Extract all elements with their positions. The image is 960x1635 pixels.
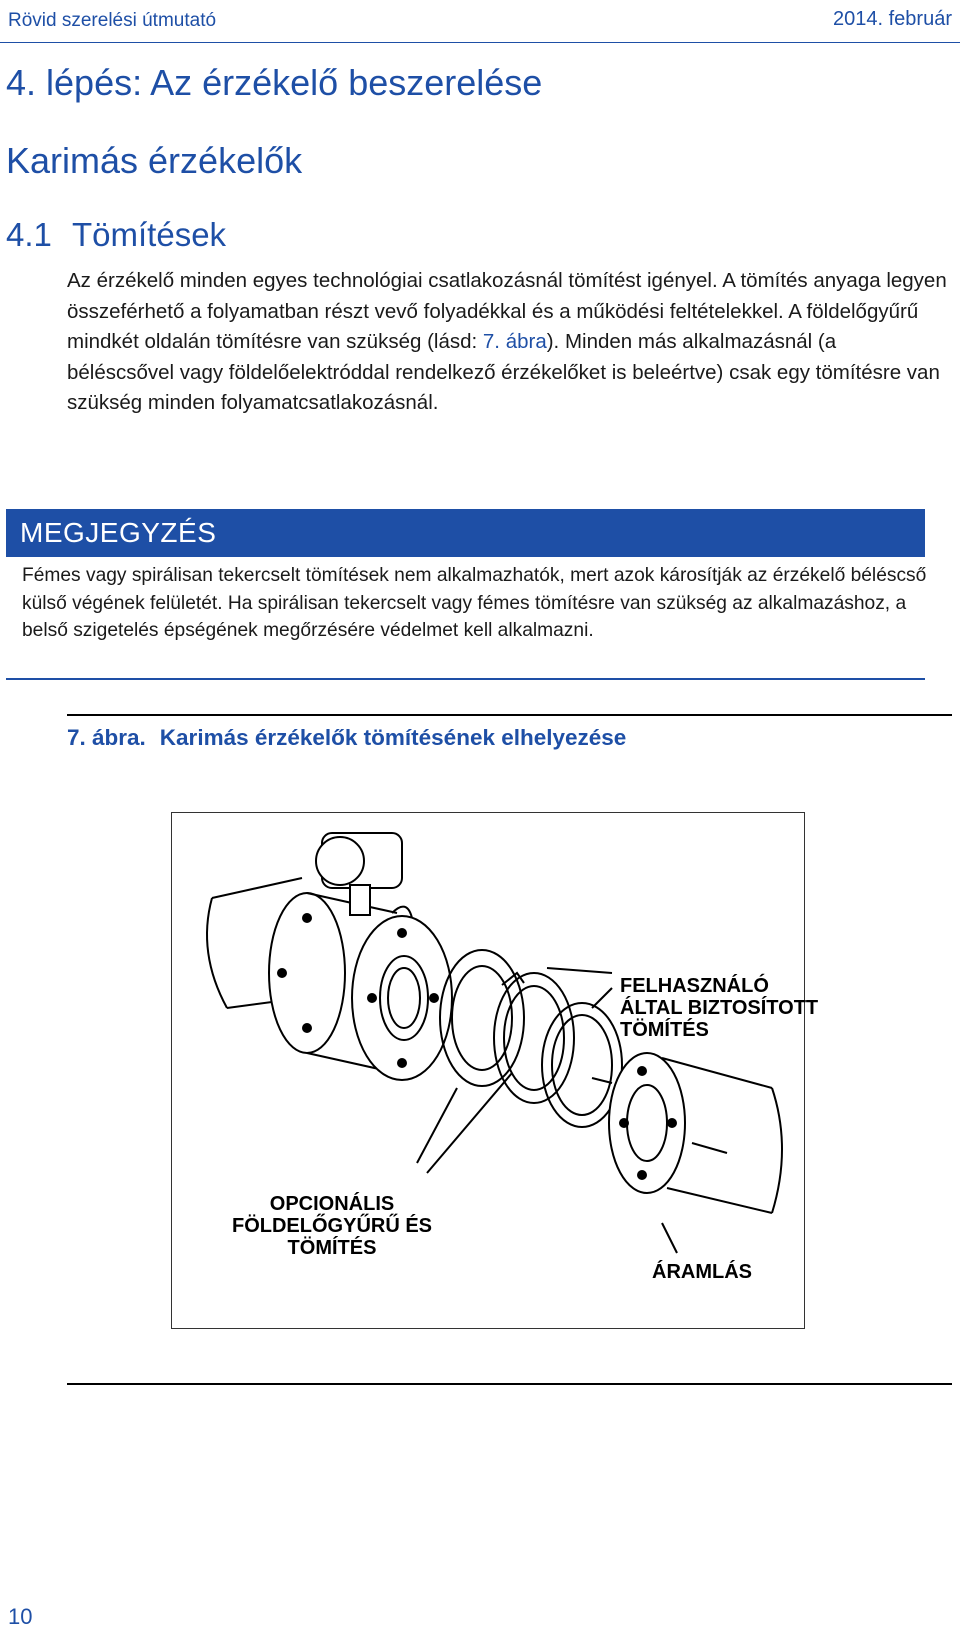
figure-caption-text: Karimás érzékelők tömítésének elhelyezése: [159, 725, 627, 750]
body-paragraph: [67, 266, 947, 419]
upstream-pipe-end: [207, 898, 227, 1008]
leader-optional-ring-2: [427, 1073, 512, 1173]
section-heading: Karimás érzékelők: [6, 140, 303, 181]
leader-flow: [662, 1223, 677, 1253]
bolt-upper: [592, 1078, 612, 1083]
header-date: 2014. február: [833, 8, 952, 30]
header-rule: [0, 42, 960, 43]
note-rule: [6, 678, 925, 680]
leader-user-gasket: [547, 968, 612, 973]
leader-optional-ring: [417, 1088, 457, 1163]
figure-bottom-rule: [67, 1383, 952, 1385]
header-left-title: Rövid szerelési útmutató: [8, 10, 217, 31]
callout-optional-ring: OPCIONÁLIS FÖLDELŐGYŰRŰ ÉS TÖMÍTÉS: [232, 1193, 433, 1259]
figure-caption: [67, 725, 626, 751]
subsection-number: 4.1: [6, 216, 52, 253]
figure-reference-link[interactable]: 7. ábra: [482, 330, 547, 353]
subsection-title: Tömítések: [72, 216, 227, 253]
grounding-ring-inner: [504, 986, 564, 1090]
note-banner: [6, 509, 925, 557]
figure-frame: [171, 812, 819, 1329]
downstream-gasket-inner: [552, 1015, 612, 1115]
subsection-heading: [6, 216, 226, 254]
page-number: 10: [8, 1604, 33, 1629]
body-text-part2: ). Minden más alkalmazásnál (a béléscsővel vagy földelőelektróddal rendelkező érzékelőket is beleértve) csak egy tömítésre van szükség minden folyamatcsatlakozásnál.: [67, 330, 940, 414]
figure-caption-number: 7. ábra.: [67, 725, 146, 750]
transmitter-neck: [350, 885, 370, 915]
note-text: Fémes vagy spirálisan tekercselt tömítések nem alkalmazhatók, mert azok károsítják az érzékelő béléscső külső végének felületét. Ha spirálisan tekercselt vagy fémes tömítésre van szükség az alkalmazáshoz, a belső szigetelés épségének megőrzésére védelmet kell alkalmazni.: [22, 565, 927, 641]
note-title: MEGJEGYZÉS: [20, 517, 217, 548]
upstream-gasket-inner: [452, 966, 512, 1070]
figure-top-rule: [67, 714, 952, 716]
callout-user-gasket: FELHASZNÁLÓ ÁLTAL BIZTOSÍTOTT TÖMÍTÉS: [620, 975, 819, 1041]
leader-user-gasket-2: [592, 988, 612, 1008]
transmitter-cover: [316, 837, 364, 885]
grounding-ring: [494, 973, 574, 1103]
body-text-part1: Az érzékelő minden egyes technológiai csatlakozásnál tömítést igényel. A tömítés anyaga legyen összeférhető a folyamatban részt vevő folyadékkal és a működési feltételekkel. A földelőgyűrű mindkét oldalán tömítésre van szükség (lásd:: [67, 269, 947, 353]
callout-flow: ÁRAMLÁS: [652, 1261, 752, 1283]
step-heading: 4. lépés: Az érzékelő beszerelése: [6, 62, 543, 103]
downstream-pipe-end: [772, 1088, 782, 1213]
bolt-lower: [692, 1143, 727, 1153]
